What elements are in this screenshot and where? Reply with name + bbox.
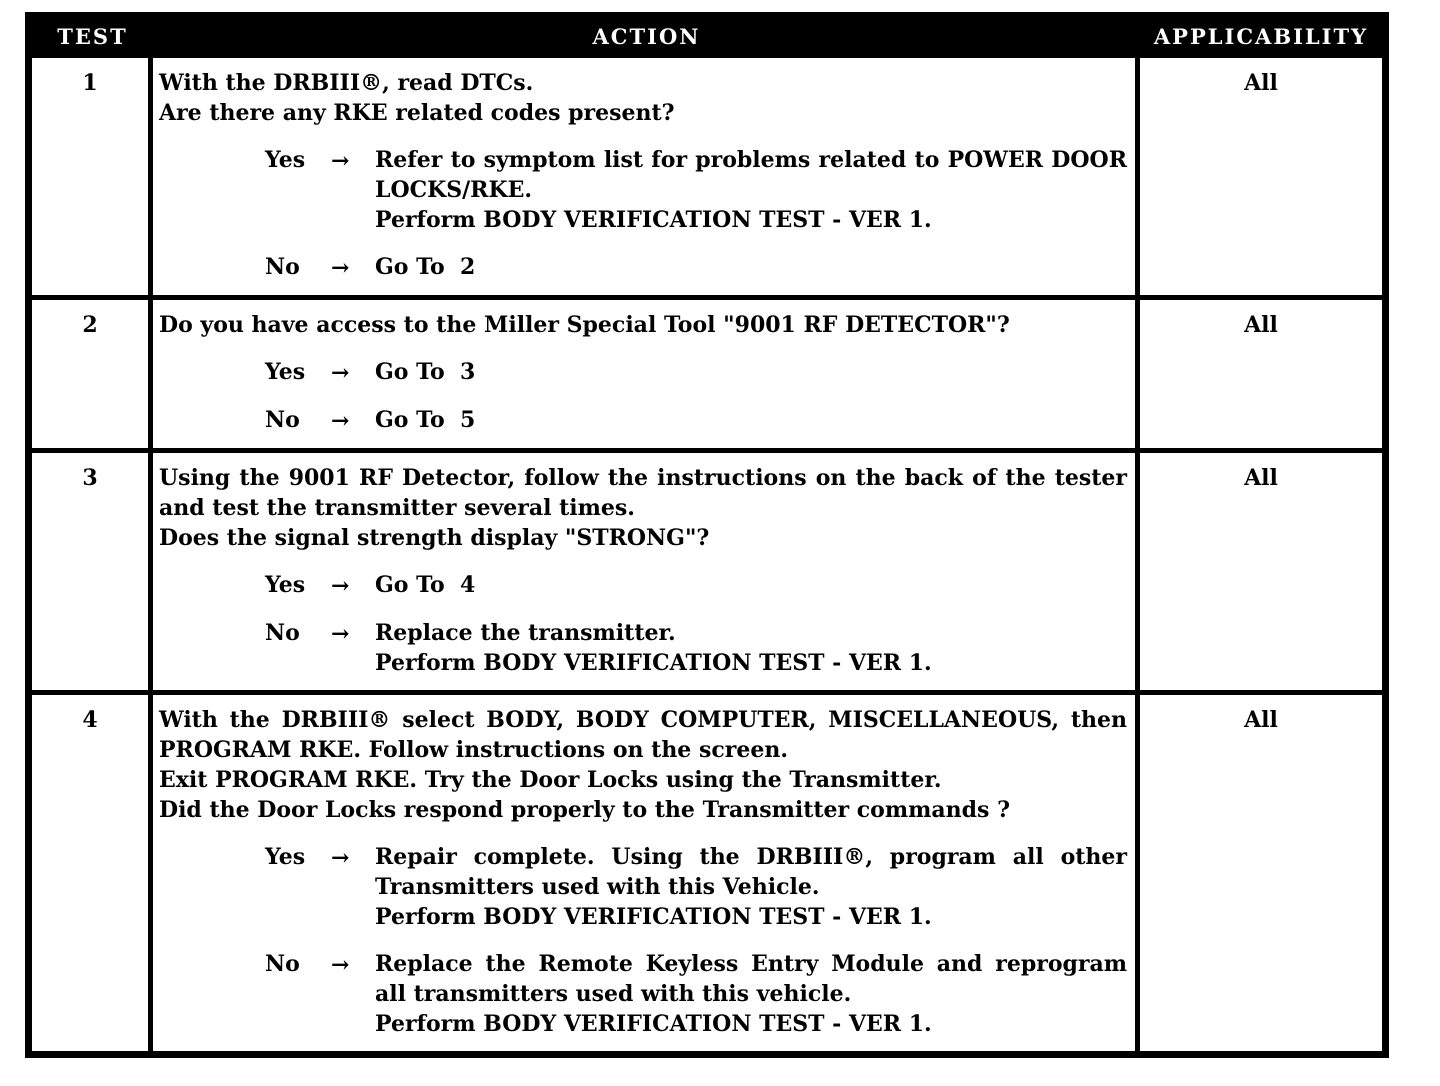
test-number: 4	[32, 695, 153, 1051]
branch-no	[265, 405, 1127, 436]
arrow-right-icon: →	[331, 408, 350, 434]
result-line: Perform BODY VERIFICATION TEST - VER 1.	[375, 904, 932, 930]
diagnostic-test-table	[25, 12, 1389, 1058]
table-row	[32, 53, 1382, 295]
question-block	[159, 310, 1127, 340]
test-number: 2	[32, 300, 153, 448]
arrow-right-icon: →	[331, 148, 350, 174]
applicability-value: All	[1244, 707, 1278, 733]
result-line: Replace the transmitter.	[375, 620, 676, 646]
branch-no	[265, 949, 1135, 1039]
result-line: Go To 5	[375, 407, 476, 433]
action-cell	[153, 695, 1140, 1051]
question-line: Using the 9001 RF Detector, follow the instructions on the back of the tester and test the transmitter several times.	[159, 465, 1135, 521]
question-block	[159, 705, 1135, 825]
branch-result	[375, 405, 1127, 436]
result-line: Replace the Remote Keyless Entry Module and reprogram all transmitters used with this vehicle.	[375, 951, 1135, 1007]
arrow-right-icon: →	[331, 621, 350, 647]
result-line: Refer to symptom list for problems related to POWER DOOR LOCKS/RKE.	[375, 147, 1135, 203]
branch-label: No	[265, 620, 300, 646]
header-applicability: APPLICABILITY	[1153, 23, 1369, 49]
header-action: ACTION	[592, 23, 701, 49]
branch-label: Yes	[265, 359, 306, 385]
branch-yes	[265, 570, 1127, 601]
applicability-value: All	[1244, 312, 1278, 338]
arrow-right-icon: →	[331, 952, 350, 978]
branch-no	[265, 618, 1127, 678]
branch-result	[375, 357, 1127, 388]
question-block	[159, 463, 1135, 553]
action-cell	[153, 453, 1140, 690]
arrow-right-icon: →	[331, 845, 350, 871]
header-test: TEST	[57, 23, 128, 49]
action-cell	[153, 58, 1140, 295]
question-block	[159, 68, 1127, 128]
question-line: Are there any RKE related codes present?	[159, 100, 675, 126]
branch-result	[375, 252, 1127, 283]
table-row	[32, 690, 1382, 1051]
question-line: Does the signal strength display "STRONG"?	[159, 525, 710, 551]
result-line: Go To 3	[375, 359, 476, 385]
test-number: 3	[32, 453, 153, 690]
branch-result	[375, 842, 1135, 932]
result-line: Go To 4	[375, 572, 476, 598]
test-number: 1	[32, 58, 153, 295]
arrow-right-icon: →	[331, 360, 350, 386]
question-line: With the DRBIII® select BODY, BODY COMPUTER, MISCELLANEOUS, then PROGRAM RKE. Follow instructions on the screen.	[159, 707, 1135, 763]
result-line: Perform BODY VERIFICATION TEST - VER 1.	[375, 650, 932, 676]
applicability-value: All	[1244, 465, 1278, 491]
applicability-value: All	[1244, 70, 1278, 96]
action-cell	[153, 300, 1140, 448]
branch-label: No	[265, 407, 300, 433]
branch-yes	[265, 145, 1135, 235]
result-line: Perform BODY VERIFICATION TEST - VER 1.	[375, 207, 932, 233]
result-line: Go To 2	[375, 254, 476, 280]
branch-result	[375, 570, 1127, 601]
branch-result	[375, 145, 1135, 235]
table-header-row	[32, 19, 1382, 53]
branch-label: No	[265, 254, 300, 280]
arrow-right-icon: →	[331, 255, 350, 281]
branch-yes	[265, 357, 1127, 388]
arrow-right-icon: →	[331, 573, 350, 599]
branch-label: Yes	[265, 572, 306, 598]
question-line: Did the Door Locks respond properly to the Transmitter commands ?	[159, 797, 1010, 823]
question-line: With the DRBIII®, read DTCs.	[159, 70, 534, 96]
branch-no	[265, 252, 1127, 283]
table-row	[32, 295, 1382, 448]
result-line: Repair complete. Using the DRBIII®, program all other Transmitters used with this Vehicle.	[375, 844, 1135, 900]
question-line: Do you have access to the Miller Special Tool "9001 RF DETECTOR"?	[159, 312, 1010, 338]
branch-label: Yes	[265, 844, 306, 870]
question-line: Exit PROGRAM RKE. Try the Door Locks using the Transmitter.	[159, 767, 942, 793]
branch-result	[375, 949, 1135, 1039]
result-line: Perform BODY VERIFICATION TEST - VER 1.	[375, 1011, 932, 1037]
branch-result	[375, 618, 1127, 678]
branch-label: Yes	[265, 147, 306, 173]
branch-yes	[265, 842, 1135, 932]
branch-label: No	[265, 951, 300, 977]
table-row	[32, 448, 1382, 690]
